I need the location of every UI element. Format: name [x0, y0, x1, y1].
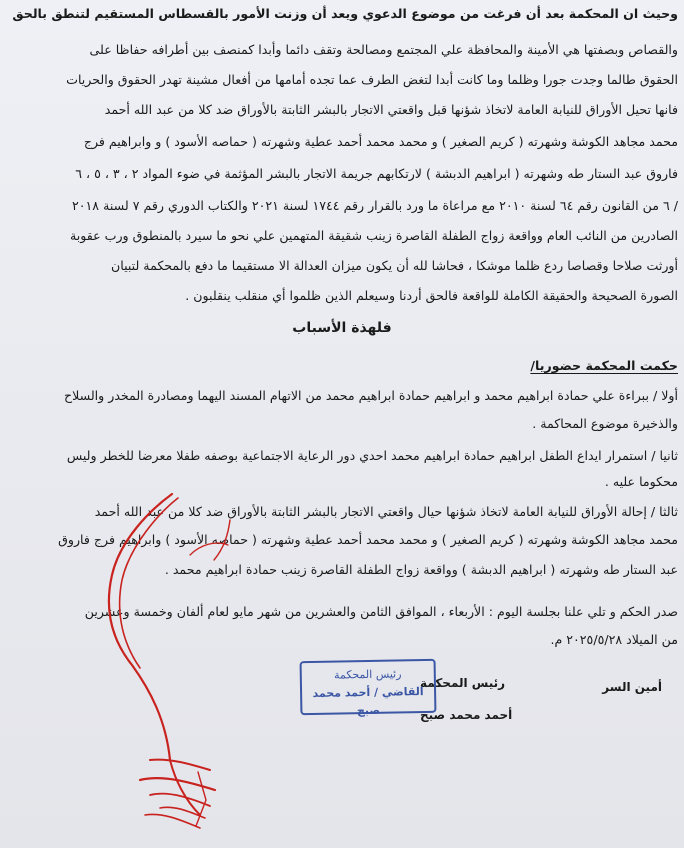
paragraph1-line-10: الصورة الصحيحة والحقيقة الكاملة للواقعة فالحق أردنا وسيعلم الذين ظلموا أي منقلب ينقلبون . — [185, 288, 678, 303]
section-heading: فلهذة الأسباب — [292, 320, 392, 336]
verdict-heading: حكمت المحكمة حضوريا/ — [530, 358, 678, 373]
item3-line-3: عبد الستار طه وشهرته ( ابراهيم الدبشة ) وواقعة زواج الطفلة القاصرة زينب حمادة ابراهيم محمد . — [164, 562, 678, 577]
court-stamp — [300, 659, 437, 718]
secretary-label: أمين السر — [602, 680, 662, 694]
paragraph1-line-9: أورثت صلاحا وقصاصا ردع ظلما موشكا ، فحاشا لله أن يكون ميزان العدالة الا مستقيما ما دفع بالمحكمة لتبيان — [110, 258, 678, 273]
president-label: رئيس المحكمة — [420, 676, 506, 690]
stamp-judge-name: القاضي / أحمد محمد صبح — [312, 685, 424, 718]
paragraph1-line-2: والقصاص وبصفتها هي الأمينة والمحافظة علي المجتمع ومصالحة وتقف دائما وأبدا كمنصف بين أطرافه حفاظا على — [89, 42, 678, 57]
closing-line-2: من الميلاد ٢٠٢٥/٥/٢٨ م. — [550, 632, 678, 647]
item1-line-1: أولا / ببراءة علي حمادة ابراهيم محمد و ابراهيم حمادة ابراهيم محمد من الاتهام المسند اليهما ومصادرة المخدر والسلاح — [63, 388, 678, 403]
president-name: أحمد محمد صبح — [420, 708, 513, 722]
item3-line-1: ثالثا / إحالة الأوراق للنيابة العامة لاتخاذ شؤنها حيال واقعتي الاتجار بالبشر الثابتة بالأوراق ضد كلا من عبد الله أحمد — [94, 504, 678, 519]
item2-line-1: ثانيا / استمرار ايداع الطفل ابراهيم حمادة ابراهيم محمد احدي دور الرعاية الاجتماعية بوصفه طفلا معرضا للخطر وليس — [66, 448, 678, 463]
item2-line-2: محكوما عليه . — [604, 474, 678, 489]
paragraph1-line-8: الصادرين من النائب العام وواقعة زواج الطفلة القاصرة زينب شقيقة المتهمين علي نحو ما سيرد بالمنطوق ورب عقوبة — [69, 228, 678, 243]
closing-line-1: صدر الحكم و تلي علنا بجلسة اليوم : الأربعاء ، الموافق الثامن والعشرين من شهر مايو لعام ألفان وخمسة وعشرين — [84, 604, 678, 619]
paragraph1-line-7: / ٦ من القانون رقم ٦٤ لسنة ٢٠١٠ مع مراعاة ما ورد بالقرار رقم ١٧٤٤ لسنة ٢٠٢١ والكتاب الدوري رقم ٧ لسنة ٢٠١٨ — [72, 198, 678, 213]
paragraph1-line-1: وحيث ان المحكمة بعد أن فرغت من موضوع الدعوي ويعد أن وزنت الأمور بالقسطاس المستقيم لتنطق بالحق — [12, 6, 678, 21]
paragraph1-line-6: فاروق عبد الستار طه وشهرته ( ابراهيم الدبشة ) لارتكابهم جريمة الاتجار بالبشر المؤثمة في ضوء المواد ٢ ، ٣ ، ٥ ، ٦ — [75, 166, 678, 181]
paragraph1-line-4: فانها تحيل الأوراق للنيابة العامة لاتخاذ شؤنها قبل واقعتي الاتجار بالبشر الثابتة بالأوراق ضد كلا من عبد الله أحمد — [104, 102, 678, 117]
item3-line-2: محمد مجاهد الكوشة وشهرته ( كريم الصغير ) و محمد محمد أحمد عطية وشهرته ( حماصه الأسود ) وابراهيم فرج فاروق — [58, 532, 678, 547]
stamp-title: رئيس المحكمة — [333, 667, 402, 682]
item1-line-2: والذخيرة موضوع المحاكمة . — [532, 416, 678, 431]
paragraph1-line-5: محمد مجاهد الكوشة وشهرته ( كريم الصغير ) و محمد محمد أحمد عطية وشهرته ( حماصه الأسود ) و وابراهيم فرج — [83, 134, 678, 149]
paragraph1-line-3: الحقوق طالما وجدت جورا وظلما وما كانت أبدا لتغض الطرف عما تجده أمامها من أفعال مشينة تهدر الحقوق والحريات — [66, 72, 678, 87]
